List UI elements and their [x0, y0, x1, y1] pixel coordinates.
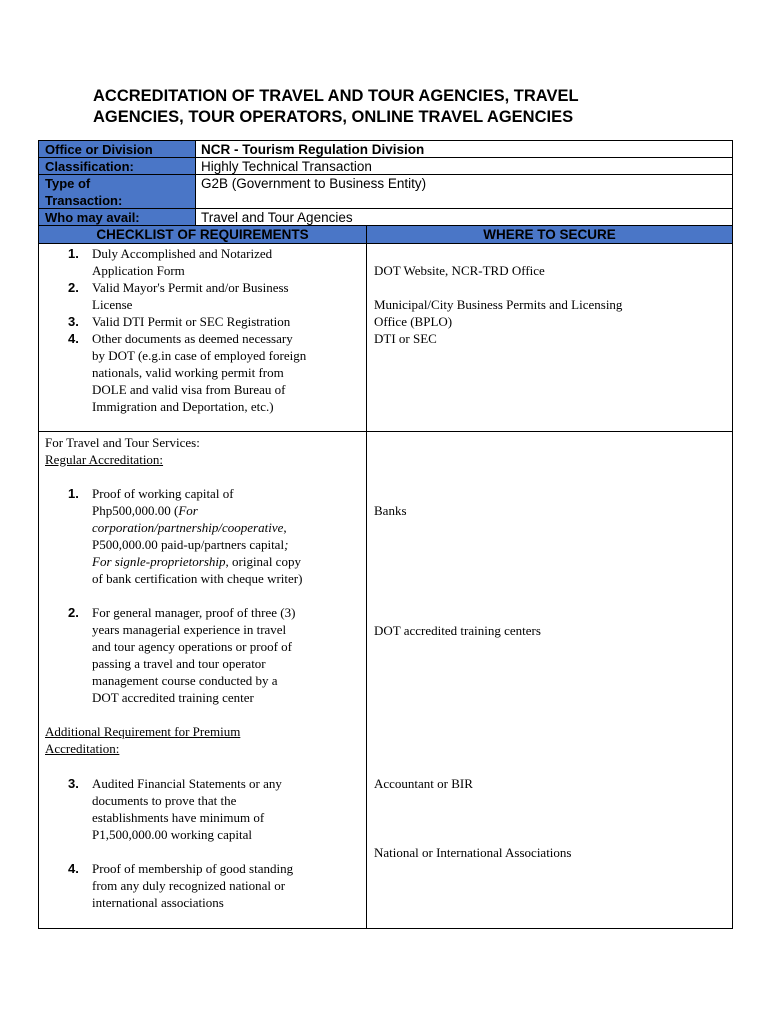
- list-item-text: DOLE and valid visa from Bureau of: [92, 382, 286, 397]
- checklist-cell-services: [39, 432, 366, 928]
- item-number: 4.: [68, 331, 79, 346]
- type-label: [39, 175, 196, 208]
- list-item-text: of bank certification with cheque writer): [92, 571, 303, 586]
- list-item-text: nationals, valid working permit from: [92, 365, 284, 380]
- list-item-text: For signle-proprietorship, original copy: [92, 554, 301, 569]
- item-number: 3.: [68, 314, 79, 329]
- section-subheading: Regular Accreditation:: [45, 452, 164, 467]
- where-text: National or International Associations: [374, 845, 572, 860]
- checklist-cell-basic: [39, 244, 366, 432]
- requirements-table: [38, 140, 733, 929]
- classification-value: Highly Technical Transaction: [201, 159, 372, 174]
- list-item-text: by DOT (e.g.in case of employed foreign: [92, 348, 307, 363]
- classification-row: [39, 158, 732, 175]
- checklist-header: CHECKLIST OF REQUIREMENTS: [96, 227, 309, 242]
- list-item-text: years managerial experience in travel: [92, 622, 287, 637]
- list-item-text: Duly Accomplished and Notarized: [92, 246, 273, 261]
- list-item-text: P500,000.00 paid-up/partners capital;: [92, 537, 289, 552]
- where-text: Municipal/City Business Permits and Licensing: [374, 297, 623, 312]
- where-cell-basic: [367, 244, 732, 432]
- item-number: 1.: [68, 486, 79, 501]
- where-text: DOT accredited training centers: [374, 623, 541, 638]
- who-label: Who may avail:: [39, 209, 196, 225]
- list-item-text: Valid DTI Permit or SEC Registration: [92, 314, 291, 329]
- list-item-text: Proof of working capital of: [92, 486, 234, 501]
- list-item-text: passing a travel and tour operator: [92, 656, 266, 671]
- list-item-text: For general manager, proof of three (3): [92, 605, 296, 620]
- list-item-text: from any duly recognized national or: [92, 878, 286, 893]
- office-label: Office or Division: [39, 141, 196, 157]
- additional-heading: Additional Requirement for Premium: [45, 724, 241, 739]
- section-travel-tour-services: [39, 432, 732, 928]
- where-header: WHERE TO SECURE: [483, 227, 616, 242]
- list-item-text: Valid Mayor's Permit and/or Business: [92, 280, 289, 295]
- where-text: Office (BPLO): [374, 314, 453, 329]
- list-item-text: and tour agency operations or proof of: [92, 639, 292, 654]
- office-value: NCR - Tourism Regulation Division: [201, 142, 425, 157]
- where-cell-services: [367, 432, 732, 928]
- item-number: 3.: [68, 776, 79, 791]
- classification-label: Classification:: [39, 158, 196, 174]
- title-line-2: AGENCIES, TOUR OPERATORS, ONLINE TRAVEL AGENCIES: [93, 108, 574, 126]
- where-text: DTI or SEC: [374, 331, 437, 346]
- document-title: [93, 86, 713, 128]
- item-number: 2.: [68, 605, 79, 620]
- header-row: [39, 226, 732, 244]
- item-number: 1.: [68, 246, 79, 261]
- type-label-line-1: Type of: [45, 176, 91, 191]
- type-label-line-2: Transaction:: [45, 193, 123, 208]
- who-value: Travel and Tour Agencies: [201, 210, 353, 225]
- list-item-text: international associations: [92, 895, 224, 910]
- list-item-text: corporation/partnership/cooperative,: [92, 520, 287, 535]
- additional-heading: Accreditation:: [45, 741, 120, 756]
- list-item-text: Other documents as deemed necessary: [92, 331, 293, 346]
- where-text: DOT Website, NCR-TRD Office: [374, 263, 545, 278]
- list-item-text: DOT accredited training center: [92, 690, 254, 705]
- where-text: Accountant or BIR: [374, 776, 473, 791]
- type-value: G2B (Government to Business Entity): [201, 176, 427, 191]
- item-number: 2.: [68, 280, 79, 295]
- office-row: [39, 141, 732, 158]
- item-number: 4.: [68, 861, 79, 876]
- who-row: [39, 209, 732, 226]
- list-item-text: management course conducted by a: [92, 673, 278, 688]
- list-item-text: Proof of membership of good standing: [92, 861, 294, 876]
- section-basic-requirements: [39, 244, 732, 432]
- list-item-text: establishments have minimum of: [92, 810, 265, 825]
- list-item-text: Audited Financial Statements or any: [92, 776, 282, 791]
- list-item-text: Php500,000.00 (For: [92, 503, 198, 518]
- where-text: Banks: [374, 503, 407, 518]
- list-item-text: License: [92, 297, 133, 312]
- title-line-1: ACCREDITATION OF TRAVEL AND TOUR AGENCIES, TRAVEL: [93, 87, 579, 105]
- list-item-text: Application Form: [92, 263, 185, 278]
- list-item-text: documents to prove that the: [92, 793, 237, 808]
- list-item-text: Immigration and Deportation, etc.): [92, 399, 274, 414]
- section-heading: For Travel and Tour Services:: [45, 435, 200, 450]
- list-item-text: P1,500,000.00 working capital: [92, 827, 252, 842]
- type-row: [39, 175, 732, 209]
